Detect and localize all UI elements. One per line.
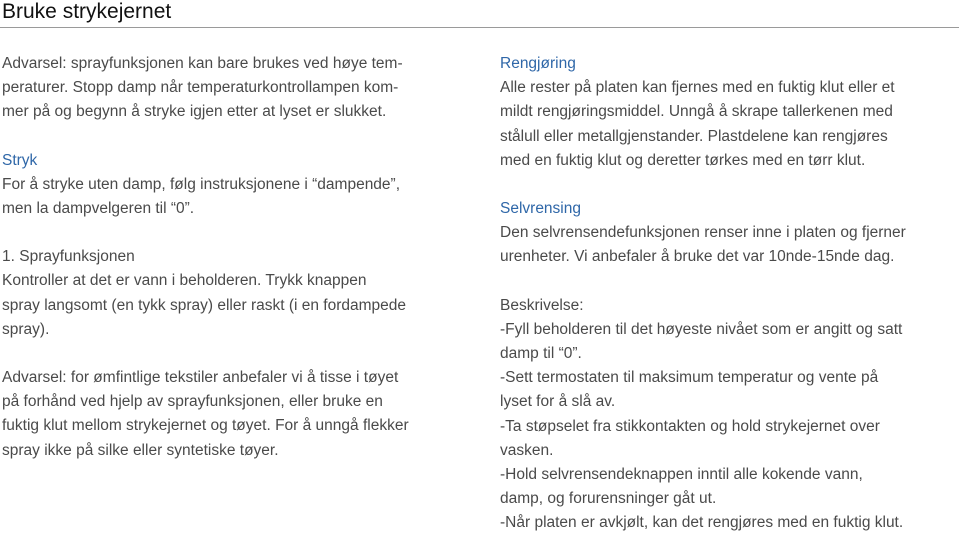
text-line: mildt rengjøringsmiddel. Unngå å skrape tallerkenen med xyxy=(500,103,893,121)
text-line: peraturer. Stopp damp når temperaturkontrollampen kom- xyxy=(2,79,399,97)
text-line: mer på og begynn å stryke igjen etter at lyset er slukket. xyxy=(2,103,387,121)
text-line: spray ikke på silke eller syntetiske tøyer. xyxy=(2,441,279,459)
text-line: med en fuktig klut og deretter tørkes med en tørr klut. xyxy=(500,151,866,169)
text-line: Alle rester på platen kan fjernes med en fuktig klut eller et xyxy=(500,79,895,97)
text-line: stålull eller metallgjenstander. Plastdelene kan rengjøres xyxy=(500,127,888,145)
section-heading-spray: 1. Sprayfunksjonen xyxy=(2,248,135,266)
left-column xyxy=(2,52,464,463)
beskrivelse-steps xyxy=(500,318,958,536)
warning-paragraph-1 xyxy=(2,52,464,125)
spray-paragraph xyxy=(2,269,464,342)
stryk-paragraph xyxy=(2,173,464,221)
section-heading-selvrensing: Selvrensing xyxy=(500,200,581,218)
title-divider xyxy=(0,27,959,28)
right-column xyxy=(500,52,958,536)
section-heading-stryk: Stryk xyxy=(2,151,38,169)
text-line: Advarsel: for ømfintlige tekstiler anbefaler vi å tisse i tøyet xyxy=(2,369,399,387)
text-line: Den selvrensendefunksjonen renser inne i platen og fjerner xyxy=(500,224,906,242)
text-line: spray). xyxy=(2,320,50,338)
text-line: spray langsomt (en tykk spray) eller raskt (i en fordampede xyxy=(2,296,407,314)
step-line: -Når platen er avkjølt, kan det rengjøres med en fuktig klut. xyxy=(500,514,904,532)
section-heading-rengjoring: Rengjøring xyxy=(500,55,576,72)
text-line: men la dampvelgeren til “0”. xyxy=(2,200,195,218)
step-line: -Ta støpselet fra stikkontakten og hold strykejernet over xyxy=(500,417,880,435)
selvrensing-paragraph xyxy=(500,221,958,269)
text-line: fuktig klut mellom strykejernet og tøyet. For å unngå flekker xyxy=(2,417,409,435)
text-line: For å stryke uten damp, følg instruksjonene i “dampende”, xyxy=(2,175,401,193)
warning-paragraph-2 xyxy=(2,366,464,463)
step-line: damp til “0”. xyxy=(500,345,582,363)
text-line: urenheter. Vi anbefaler å bruke det var 10nde-15nde dag. xyxy=(500,248,895,266)
step-line: damp, og forurensninger gåt ut. xyxy=(500,490,717,508)
step-line: -Hold selvrensendeknappen inntil alle kokende vann, xyxy=(500,466,863,484)
text-line: Advarsel: sprayfunksjonen kan bare brukes ved høye tem- xyxy=(2,55,403,72)
page-title: Bruke strykejernet xyxy=(2,0,172,23)
step-line: vasken. xyxy=(500,441,554,459)
text-line: på forhånd ved hjelp av sprayfunksjonen, eller bruke en xyxy=(2,393,383,411)
step-line: -Fyll beholderen til det høyeste nivået som er angitt og satt xyxy=(500,320,903,338)
step-line: -Sett termostaten til maksimum temperatur og vente på xyxy=(500,369,879,387)
text-line: Kontroller at det er vann i beholderen. Trykk knappen xyxy=(2,272,367,290)
section-heading-beskrivelse: Beskrivelse: xyxy=(500,296,584,314)
rengjoring-paragraph xyxy=(500,76,958,173)
step-line: lyset for å slå av. xyxy=(500,393,616,411)
